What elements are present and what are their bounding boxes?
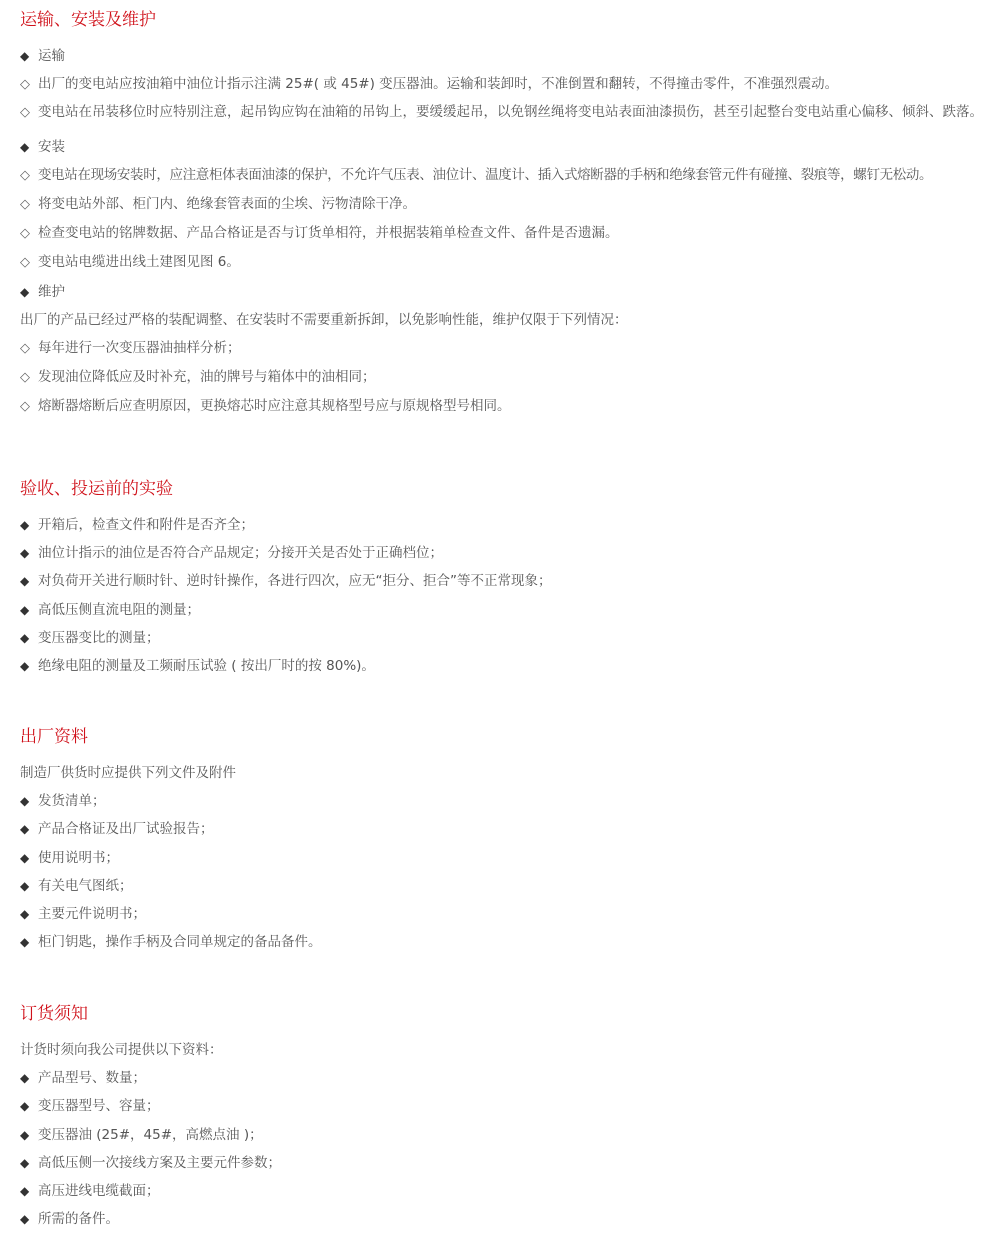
section-acceptance-tests	[20, 477, 995, 680]
list-item-text: 产品合格证及出厂试验报告；	[38, 821, 214, 838]
solid-diamond-bullet-icon: ◆	[20, 659, 30, 674]
section-title: 出厂资料	[20, 727, 88, 747]
list-item-text: 变压器油 (25#，45#，高燃点油 )；	[38, 1126, 263, 1143]
list-item	[20, 928, 995, 956]
list-item	[20, 248, 995, 277]
paragraph-text: 计货时须向我公司提供以下资料：	[20, 1042, 223, 1058]
list-item-text: 熔断器熔断后应查明原因，更换熔芯时应注意其规格型号应与原规格型号相同。	[38, 398, 511, 415]
paragraph	[20, 306, 995, 334]
list-item-text: 有关电气图纸；	[38, 877, 133, 894]
solid-diamond-bullet-icon: ◆	[20, 139, 30, 154]
paragraph	[20, 1036, 995, 1064]
list-item	[20, 219, 995, 248]
paragraph-text: 制造厂供货时应提供下列文件及附件	[20, 765, 236, 781]
list-item-text: 出厂的变电站应按油箱中油位计指示注满 25#( 或 45#) 变压器油。运输和装卸时，不准倒置和翻转，不得撞击零件，不准强烈震动。	[38, 76, 839, 93]
list-item-text: 产品型号、数量；	[38, 1070, 146, 1087]
list-item	[20, 278, 995, 306]
list-item	[20, 872, 995, 900]
list-item-text: 油位计指示的油位是否符合产品规定；分接开关是否处于正确档位；	[38, 545, 443, 562]
section-transport-install-maintenance	[20, 8, 995, 422]
list-item	[20, 161, 995, 190]
list-item	[20, 787, 995, 815]
list-item	[20, 567, 995, 595]
list-item	[20, 1149, 995, 1177]
list-item-text: 主要元件说明书；	[38, 906, 146, 923]
section-title: 验收、投运前的实验	[20, 479, 173, 499]
solid-diamond-bullet-icon: ◆	[20, 574, 30, 589]
solid-diamond-bullet-icon: ◆	[20, 1212, 30, 1227]
list-item	[20, 363, 995, 392]
list-item-text: 变电站在吊装移位时应特别注意，起吊钩应钩在油箱的吊钩上，要缓缓起吊，以免钢丝绳将变电站表面油漆损伤，甚至引起整台变电站重心偏移、倾斜、跌落。	[38, 104, 983, 121]
hollow-diamond-bullet-icon: ◇	[20, 77, 30, 93]
solid-diamond-bullet-icon: ◆	[20, 878, 30, 893]
list-item-text: 发现油位降低应及时补充，油的牌号与箱体中的油相同；	[38, 369, 376, 386]
list-item-text: 检查变电站的铭牌数据、产品合格证是否与订货单相符，并根据装箱单检查文件、备件是否遗漏。	[38, 225, 619, 242]
list-item	[20, 624, 995, 652]
hollow-diamond-bullet-icon: ◇	[20, 370, 30, 386]
hollow-diamond-bullet-icon: ◇	[20, 341, 30, 357]
solid-diamond-bullet-icon: ◆	[20, 1184, 30, 1199]
list-item	[20, 133, 995, 161]
section-ordering-notes	[20, 1002, 995, 1233]
solid-diamond-bullet-icon: ◆	[20, 1099, 30, 1114]
hollow-diamond-bullet-icon: ◇	[20, 226, 30, 242]
list-item	[20, 190, 995, 219]
hollow-diamond-bullet-icon: ◇	[20, 167, 30, 183]
solid-diamond-bullet-icon: ◆	[20, 630, 30, 645]
solid-diamond-bullet-icon: ◆	[20, 1155, 30, 1170]
hollow-diamond-bullet-icon: ◇	[20, 197, 30, 212]
list-item	[20, 1092, 995, 1120]
solid-diamond-bullet-icon: ◆	[20, 907, 30, 922]
list-item-text: 柜门钥匙，操作手柄及合同单规定的备品备件。	[38, 934, 322, 951]
list-item-text: 变压器变比的测量；	[38, 629, 160, 646]
list-item-text: 发货清单；	[38, 793, 106, 810]
list-item	[20, 511, 995, 539]
list-item	[20, 1205, 995, 1233]
solid-diamond-bullet-icon: ◆	[20, 1071, 30, 1086]
list-item-text: 运输	[38, 48, 65, 64]
list-item-text: 变电站电缆进出线土建图见图 6。	[38, 254, 240, 271]
list-item-text: 高低压侧直流电阻的测量；	[38, 601, 200, 618]
list-item	[20, 99, 995, 132]
section-body	[20, 1036, 995, 1233]
list-item	[20, 815, 995, 843]
list-item	[20, 1064, 995, 1092]
solid-diamond-bullet-icon: ◆	[20, 935, 30, 950]
hollow-diamond-bullet-icon: ◇	[20, 399, 30, 415]
list-item-text: 变电站在现场安装时，应注意柜体表面油漆的保护，不允许气压表、油位计、温度计、插入式熔断器的手柄和绝缘套管元件有碰撞、裂痕等，螺钉无松动。	[38, 166, 933, 183]
solid-diamond-bullet-icon: ◆	[20, 518, 30, 532]
solid-diamond-bullet-icon: ◆	[20, 794, 30, 809]
list-item-text: 绝缘电阻的测量及工频耐压试验 ( 按出厂时的按 80%)。	[38, 658, 375, 675]
paragraph	[20, 759, 995, 787]
list-item	[20, 539, 995, 567]
list-item	[20, 596, 995, 624]
solid-diamond-bullet-icon: ◆	[20, 850, 30, 865]
list-item	[20, 1177, 995, 1205]
list-item	[20, 1121, 995, 1149]
section-title: 运输、安装及维护	[20, 10, 156, 30]
list-item-text: 开箱后，检查文件和附件是否齐全；	[38, 517, 254, 533]
section-body	[20, 42, 995, 422]
paragraph-text: 出厂的产品已经过严格的装配调整、在安装时不需要重新拆卸，以免影响性能，维护仅限于下列情况：	[20, 311, 628, 328]
hollow-diamond-bullet-icon: ◇	[20, 255, 30, 271]
list-item-text: 使用说明书；	[38, 849, 119, 866]
list-item	[20, 70, 995, 99]
hollow-diamond-bullet-icon: ◇	[20, 105, 30, 121]
solid-diamond-bullet-icon: ◆	[20, 546, 30, 561]
list-item-text: 维护	[38, 283, 65, 300]
list-item	[20, 844, 995, 872]
section-title: 订货须知	[20, 1004, 88, 1024]
list-item	[20, 652, 995, 680]
section-body	[20, 511, 995, 680]
list-item-text: 安装	[38, 138, 65, 155]
list-item-text: 高压进线电缆截面；	[38, 1183, 160, 1200]
list-item	[20, 900, 995, 928]
list-item-text: 高低压侧一次接线方案及主要元件参数；	[38, 1154, 281, 1171]
list-item-text: 变压器型号、容量；	[38, 1098, 160, 1115]
section-body	[20, 759, 995, 956]
solid-diamond-bullet-icon: ◆	[20, 602, 30, 617]
section-factory-documents	[20, 725, 995, 956]
list-item-text: 所需的备件。	[38, 1211, 119, 1228]
solid-diamond-bullet-icon: ◆	[20, 284, 30, 299]
solid-diamond-bullet-icon: ◆	[20, 1127, 30, 1142]
list-item-text: 每年进行一次变压器油抽样分析；	[38, 340, 241, 357]
list-item	[20, 334, 995, 363]
solid-diamond-bullet-icon: ◆	[20, 822, 30, 837]
list-item	[20, 42, 995, 70]
list-item	[20, 392, 995, 421]
solid-diamond-bullet-icon: ◆	[20, 49, 30, 63]
list-item-text: 对负荷开关进行顺时针、逆时针操作，各进行四次，应无“拒分、拒合”等不正常现象；	[38, 573, 552, 590]
list-item-text: 将变电站外部、柜门内、绝缘套管表面的尘埃、污物清除干净。	[38, 196, 416, 212]
